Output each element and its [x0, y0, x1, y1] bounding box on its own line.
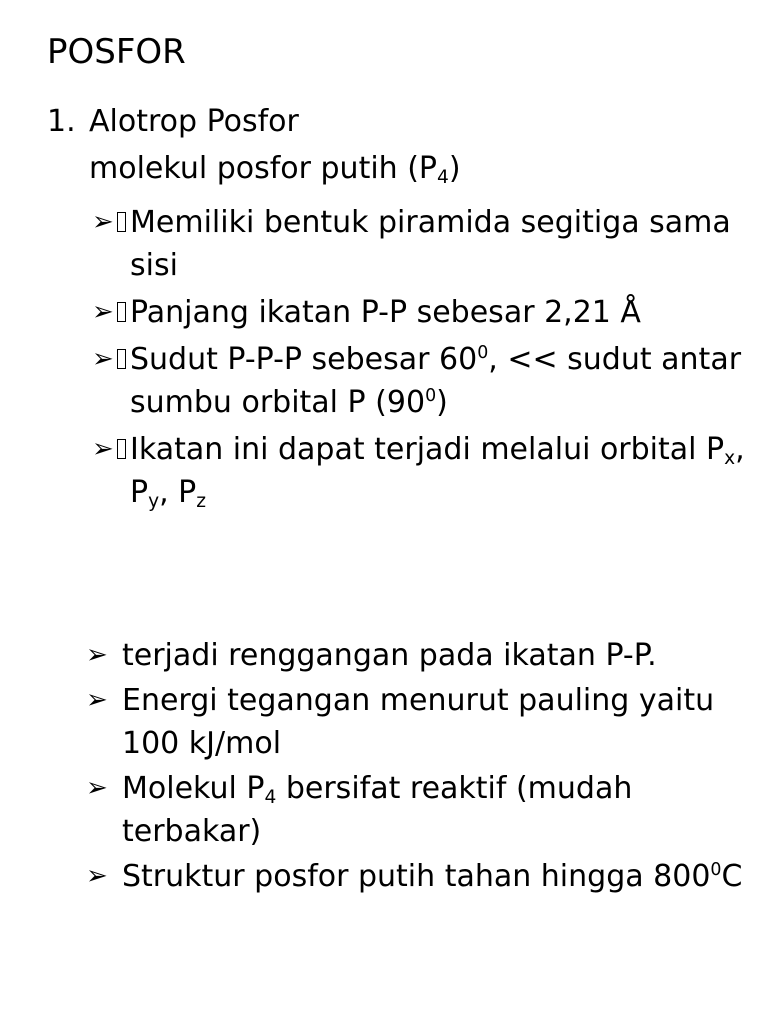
arrow-bullet-icon: ➢ — [92, 344, 114, 374]
list-item-text: Panjang ikatan P-P sebesar 2,21 Å — [130, 295, 641, 330]
arrow-bullet-icon: ➢ — [86, 640, 108, 670]
subheading-close: ) — [448, 151, 461, 186]
list-item-text: Energi tegangan menurut pauling yaitu 100 kJ/mol — [122, 683, 715, 761]
subheading — [89, 147, 461, 191]
arrow-bullet-icon: ➢ — [92, 297, 114, 327]
list-item — [86, 855, 756, 898]
subheading-text: molekul posfor putih (P — [89, 151, 438, 186]
slide-title: POSFOR — [47, 32, 186, 72]
list-item-text: Struktur posfor putih tahan hingga 800 — [122, 859, 711, 894]
section-heading — [47, 100, 299, 144]
section-number: 1. — [47, 104, 76, 139]
subheading-subscript: 4 — [437, 167, 449, 189]
arrow-bullet-icon: ➢ — [92, 434, 114, 464]
arrow-bullet-icon: ➢ — [92, 207, 114, 237]
list-item-text: bersifat reaktif (mudah terbakar) — [122, 771, 633, 849]
list-item-text: ) — [436, 385, 448, 420]
missing-glyph-box-icon — [117, 212, 126, 232]
list-item — [86, 767, 756, 853]
superscript: 0 — [425, 386, 437, 407]
list-item-text: Ikatan ini dapat terjadi melalui orbital P — [130, 432, 725, 467]
arrow-bullet-icon: ➢ — [86, 773, 108, 803]
list-item-text: Sudut P-P-P sebesar 60 — [130, 342, 478, 377]
subscript: x — [724, 448, 736, 470]
section-label: Alotrop Posfor — [89, 104, 299, 139]
subscript: y — [148, 491, 160, 513]
list-item — [92, 428, 762, 514]
list-item — [86, 634, 756, 677]
missing-glyph-box-icon — [117, 439, 126, 459]
list-item — [86, 679, 756, 765]
superscript: 0 — [710, 860, 722, 881]
superscript: 0 — [477, 343, 489, 364]
list-item-text: C — [721, 859, 743, 894]
list-item-text: , << sudut antar sumbu orbital P (90 — [130, 342, 742, 420]
list-item-text: Molekul P — [122, 771, 265, 806]
list-item-text: , P — [130, 432, 745, 510]
strain-list — [86, 634, 756, 900]
properties-list — [92, 201, 762, 518]
list-item-text: Memiliki bentuk piramida segitiga sama sisi — [130, 205, 731, 283]
subscript: 4 — [264, 787, 277, 809]
subscript: z — [196, 491, 207, 513]
list-item — [92, 201, 762, 287]
list-item — [92, 291, 762, 334]
missing-glyph-box-icon — [117, 349, 126, 369]
arrow-bullet-icon: ➢ — [86, 685, 108, 715]
list-item — [92, 338, 762, 424]
arrow-bullet-icon: ➢ — [86, 861, 108, 891]
list-item-text: , P — [159, 475, 197, 510]
missing-glyph-box-icon — [117, 302, 126, 322]
list-item-text: terjadi renggangan pada ikatan P-P. — [122, 638, 657, 673]
